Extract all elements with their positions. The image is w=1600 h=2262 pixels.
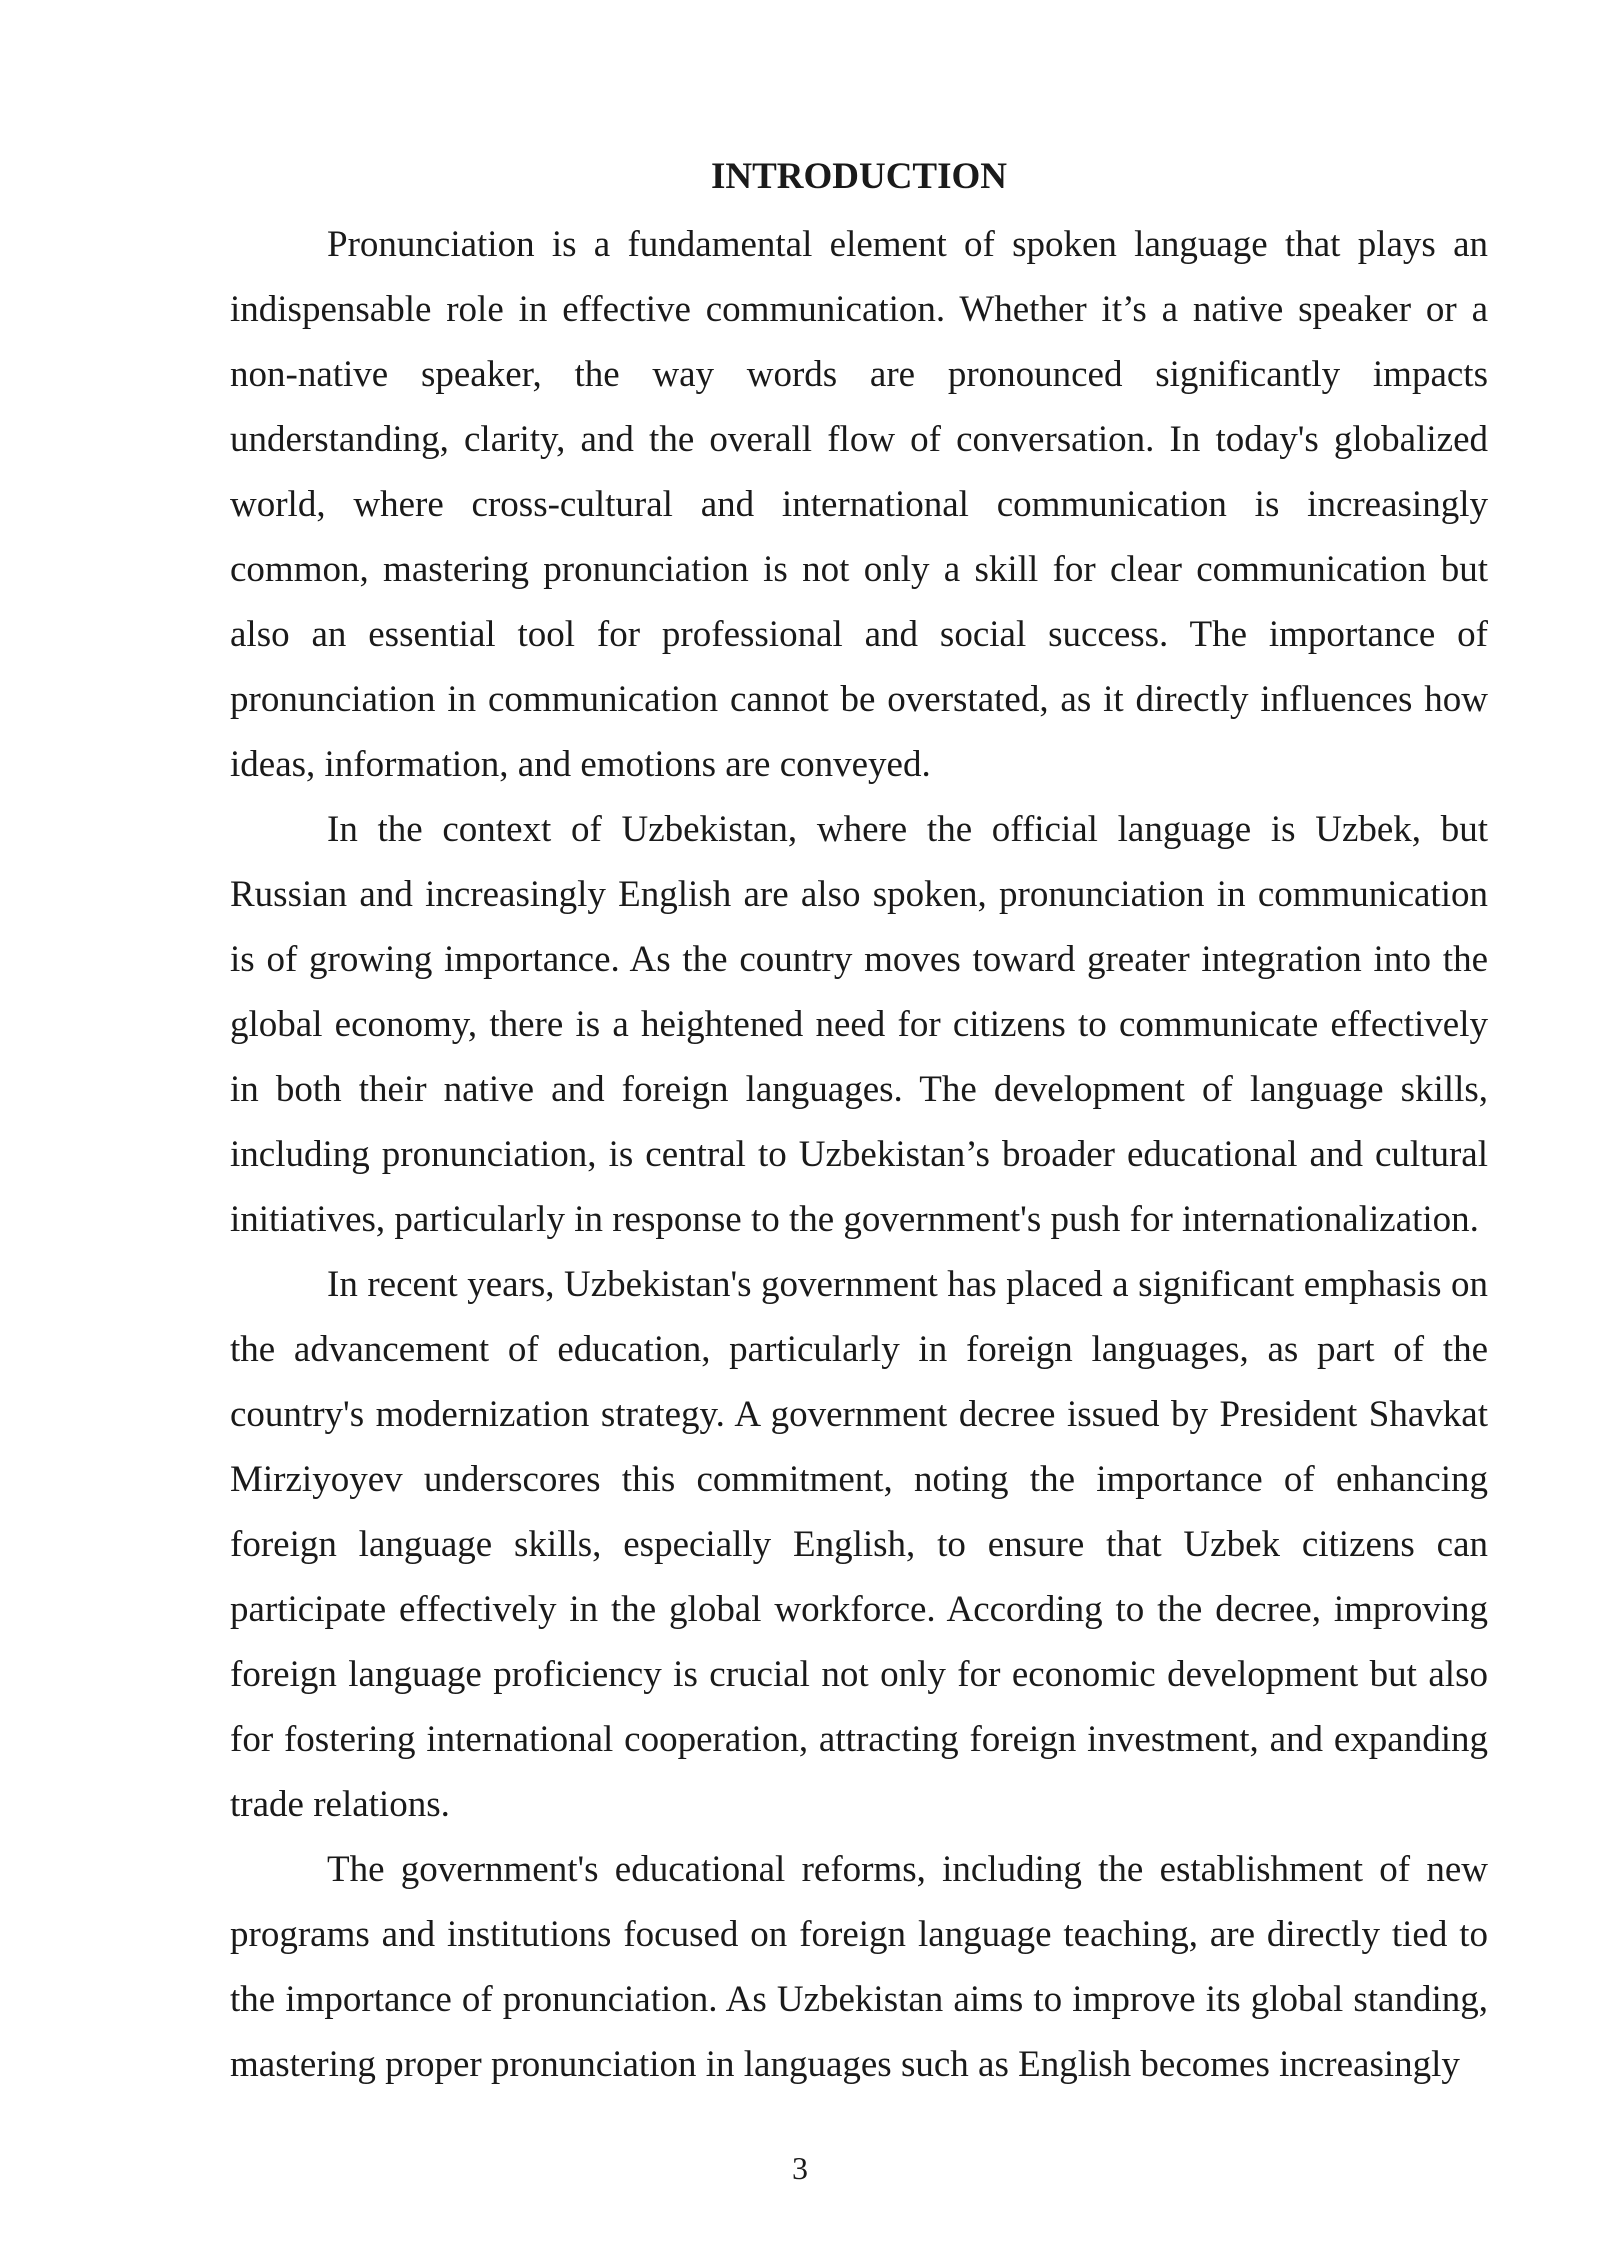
section-heading: INTRODUCTION bbox=[710, 156, 1008, 197]
paragraph-4: The government's educational reforms, including the establishment of new programs and institutions focused on foreign language teaching, are directly tied to the importance of pronunciation. As Uzbekistan aims to improve its global standing, mastering proper pronunciation in languages such as English becomes increasingly bbox=[230, 1849, 1488, 2085]
paragraph-2: In the context of Uzbekistan, where the official language is Uzbek, but Russian and increasingly English are also spoken, pronunciation in communication is of growing importance. As the country moves toward greater integration into the global economy, there is a heightened need for citizens to communicate effectively in both their native and foreign languages. The development of language skills, including pronunciation, is central to Uzbekistan’s broader educational and cultural initiatives, particularly in response to the government's push for internationalization. bbox=[230, 809, 1488, 1240]
paragraph-3: In recent years, Uzbekistan's government has placed a significant emphasis on the advancement of education, particularly in foreign languages, as part of the country's modernization strategy. A government decree issued by President Shavkat Mirziyoyev underscores this commitment, noting the importance of enhancing foreign language skills, especially English, to ensure that Uzbek citizens can participate effectively in the global workforce. According to the decree, improving foreign language proficiency is crucial not only for economic development but also for fostering international cooperation, attracting foreign investment, and expanding trade relations. bbox=[230, 1264, 1488, 1825]
paragraph-1: Pronunciation is a fundamental element of spoken language that plays an indispensable role in effective communication. Whether it’s a native speaker or a non-native speaker, the way words are pronounced significantly impacts understanding, clarity, and the overall flow of conversation. In today's globalized world, where cross-cultural and international communication is increasingly common, mastering pronunciation is not only a skill for clear communication but also an essential tool for professional and social success. The importance of pronunciation in communication cannot be overstated, as it directly influences how ideas, information, and emotions are conveyed. bbox=[230, 224, 1488, 785]
page-content bbox=[230, 148, 1488, 2097]
page-number: 3 bbox=[792, 2150, 808, 2186]
